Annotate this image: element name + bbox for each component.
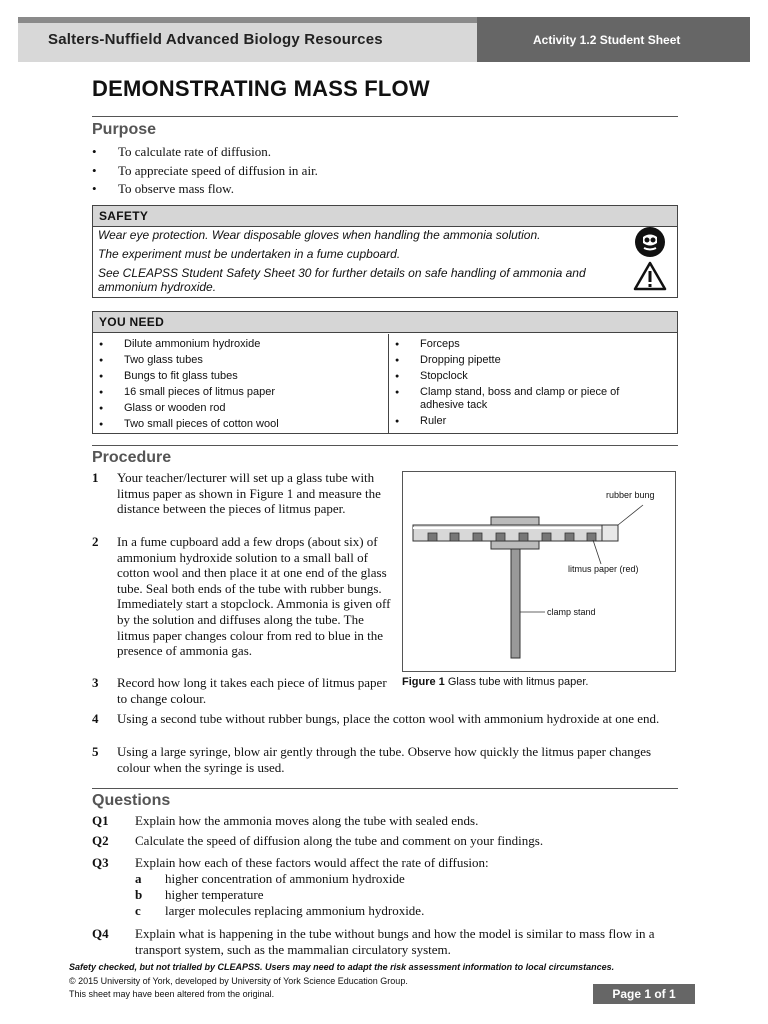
list-item: ● Bungs to fit glass tubes bbox=[97, 370, 382, 383]
litmus-piece bbox=[473, 533, 482, 541]
list-item: ● Forceps bbox=[393, 338, 663, 351]
list-item: ● Glass or wooden rod bbox=[97, 402, 382, 415]
you-need-left-list bbox=[97, 338, 382, 434]
question-text: Explain how each of these factors would affect the rate of diffusion: bbox=[135, 855, 489, 870]
list-item: ● Clamp stand, boss and clamp or piece of adhesive tack bbox=[393, 386, 663, 412]
purpose-heading: Purpose bbox=[92, 121, 157, 138]
question-number: Q3 bbox=[92, 855, 109, 870]
question-text: Explain what is happening in the tube without bungs and how the model is similar to mass flow in a transport system, such as the mammalian circulatory system. bbox=[135, 926, 655, 957]
series-title: Salters-Nuffield Advanced Biology Resources bbox=[48, 31, 383, 48]
litmus-piece bbox=[587, 533, 596, 541]
litmus-piece bbox=[450, 533, 459, 541]
label-litmus-paper: litmus paper (red) bbox=[568, 564, 639, 574]
subquestion-text: higher concentration of ammonium hydroxide bbox=[165, 871, 405, 886]
questions-heading: Questions bbox=[92, 792, 171, 809]
safety-line: See CLEAPSS Student Safety Sheet 30 for further details on safe handling of ammonia and ammonium hydroxide. bbox=[98, 266, 586, 294]
safety-line: The experiment must be undertaken in a fume cupboard. bbox=[98, 247, 401, 261]
question-text: Explain how the ammonia moves along the tube with sealed ends. bbox=[135, 813, 479, 828]
list-item: • To appreciate speed of diffusion in air. bbox=[92, 162, 652, 181]
list-item: ● Dilute ammonium hydroxide bbox=[97, 338, 382, 351]
list-item: ● 16 small pieces of litmus paper bbox=[97, 386, 382, 399]
label-clamp-stand: clamp stand bbox=[547, 607, 596, 617]
header-sheet-bar bbox=[477, 17, 750, 62]
list-item: • To calculate rate of diffusion. bbox=[92, 143, 652, 162]
safety-heading: SAFETY bbox=[93, 206, 677, 227]
list-item: ● Stopclock bbox=[393, 370, 663, 383]
header-series-bar bbox=[18, 17, 477, 62]
question-text: Calculate the speed of diffusion along the tube and comment on your findings. bbox=[135, 833, 544, 848]
litmus-piece bbox=[428, 533, 437, 541]
label-rubber-bung: rubber bung bbox=[606, 490, 655, 500]
divider bbox=[92, 788, 678, 789]
step-text: Using a second tube without rubber bungs, place the cotton wool with ammonium hydroxide at one end. bbox=[117, 711, 660, 726]
step-text: Your teacher/lecturer will set up a glass tube with litmus paper as shown in Figure 1 and measure the distance between the pieces of litmus paper. bbox=[117, 470, 381, 517]
footer-altered-note: This sheet may have been altered from the original. bbox=[69, 989, 275, 999]
figure-1 bbox=[402, 471, 676, 672]
step-text: Record how long it takes each piece of litmus paper to change colour. bbox=[117, 675, 387, 706]
subquestion-text: higher temperature bbox=[165, 887, 264, 902]
sheet-title: Activity 1.2 Student Sheet bbox=[533, 33, 681, 47]
subquestion-letter: a bbox=[135, 871, 142, 886]
list-item: • To observe mass flow. bbox=[92, 180, 652, 199]
warning-icon bbox=[633, 261, 667, 291]
litmus-piece bbox=[496, 533, 505, 541]
procedure-heading: Procedure bbox=[92, 449, 172, 466]
litmus-piece bbox=[542, 533, 551, 541]
question-number: Q2 bbox=[92, 833, 109, 848]
step-text: Using a large syringe, blow air gently through the tube. Observe how quickly the litmus paper changes colour when the syringe is used. bbox=[117, 744, 652, 775]
question-number: Q1 bbox=[92, 813, 109, 828]
list-item: ● Ruler bbox=[393, 415, 663, 428]
page-number: Page 1 of 1 bbox=[593, 984, 695, 1004]
list-item: ● Two glass tubes bbox=[97, 354, 382, 367]
subquestion-text: larger molecules replacing ammonium hydroxide. bbox=[165, 903, 425, 918]
divider bbox=[92, 445, 678, 446]
figure-caption-label: Figure 1 bbox=[402, 676, 445, 688]
footer-copyright: © 2015 University of York, developed by University of York Science Education Group. bbox=[69, 976, 408, 986]
litmus-piece bbox=[519, 533, 528, 541]
figure-caption bbox=[402, 676, 588, 688]
divider bbox=[92, 116, 678, 117]
footer-safety-note: Safety checked, but not trialled by CLEAPSS. Users may need to adapt the risk assessment information to local circumstances. bbox=[69, 962, 615, 972]
step-number: 4 bbox=[92, 711, 99, 726]
subquestion-letter: b bbox=[135, 887, 143, 902]
you-need-right-list bbox=[393, 338, 663, 431]
subquestion-letter: c bbox=[135, 903, 141, 918]
step-number: 2 bbox=[92, 534, 99, 549]
safety-box bbox=[92, 205, 678, 298]
safety-line: Wear eye protection. Wear disposable gloves when handling the ammonia solution. bbox=[98, 228, 541, 242]
figure-caption-text: Glass tube with litmus paper. bbox=[444, 676, 589, 688]
litmus-piece bbox=[565, 533, 574, 541]
eye-protection-icon bbox=[634, 226, 666, 258]
page-title: DEMONSTRATING MASS FLOW bbox=[92, 76, 430, 101]
step-number: 3 bbox=[92, 675, 99, 690]
you-need-heading: YOU NEED bbox=[93, 312, 677, 333]
question-number: Q4 bbox=[92, 926, 109, 941]
purpose-list bbox=[92, 143, 652, 199]
list-item: ● Two small pieces of cotton wool bbox=[97, 418, 382, 431]
step-number: 1 bbox=[92, 470, 99, 485]
step-number: 5 bbox=[92, 744, 99, 759]
list-item: ● Dropping pipette bbox=[393, 354, 663, 367]
step-text: In a fume cupboard add a few drops (about six) of ammonium hydroxide solution to a small ball of cotton wool and then place it at one end of the glass tube. Seal both ends of the tube with rubber bungs. Immediately start a stopclock. Ammonia is given off by the solution and diffuses along the tube. The litmus paper changes colour from red to blue in the presence of ammonia gas. bbox=[117, 534, 391, 659]
you-need-box bbox=[92, 311, 678, 434]
